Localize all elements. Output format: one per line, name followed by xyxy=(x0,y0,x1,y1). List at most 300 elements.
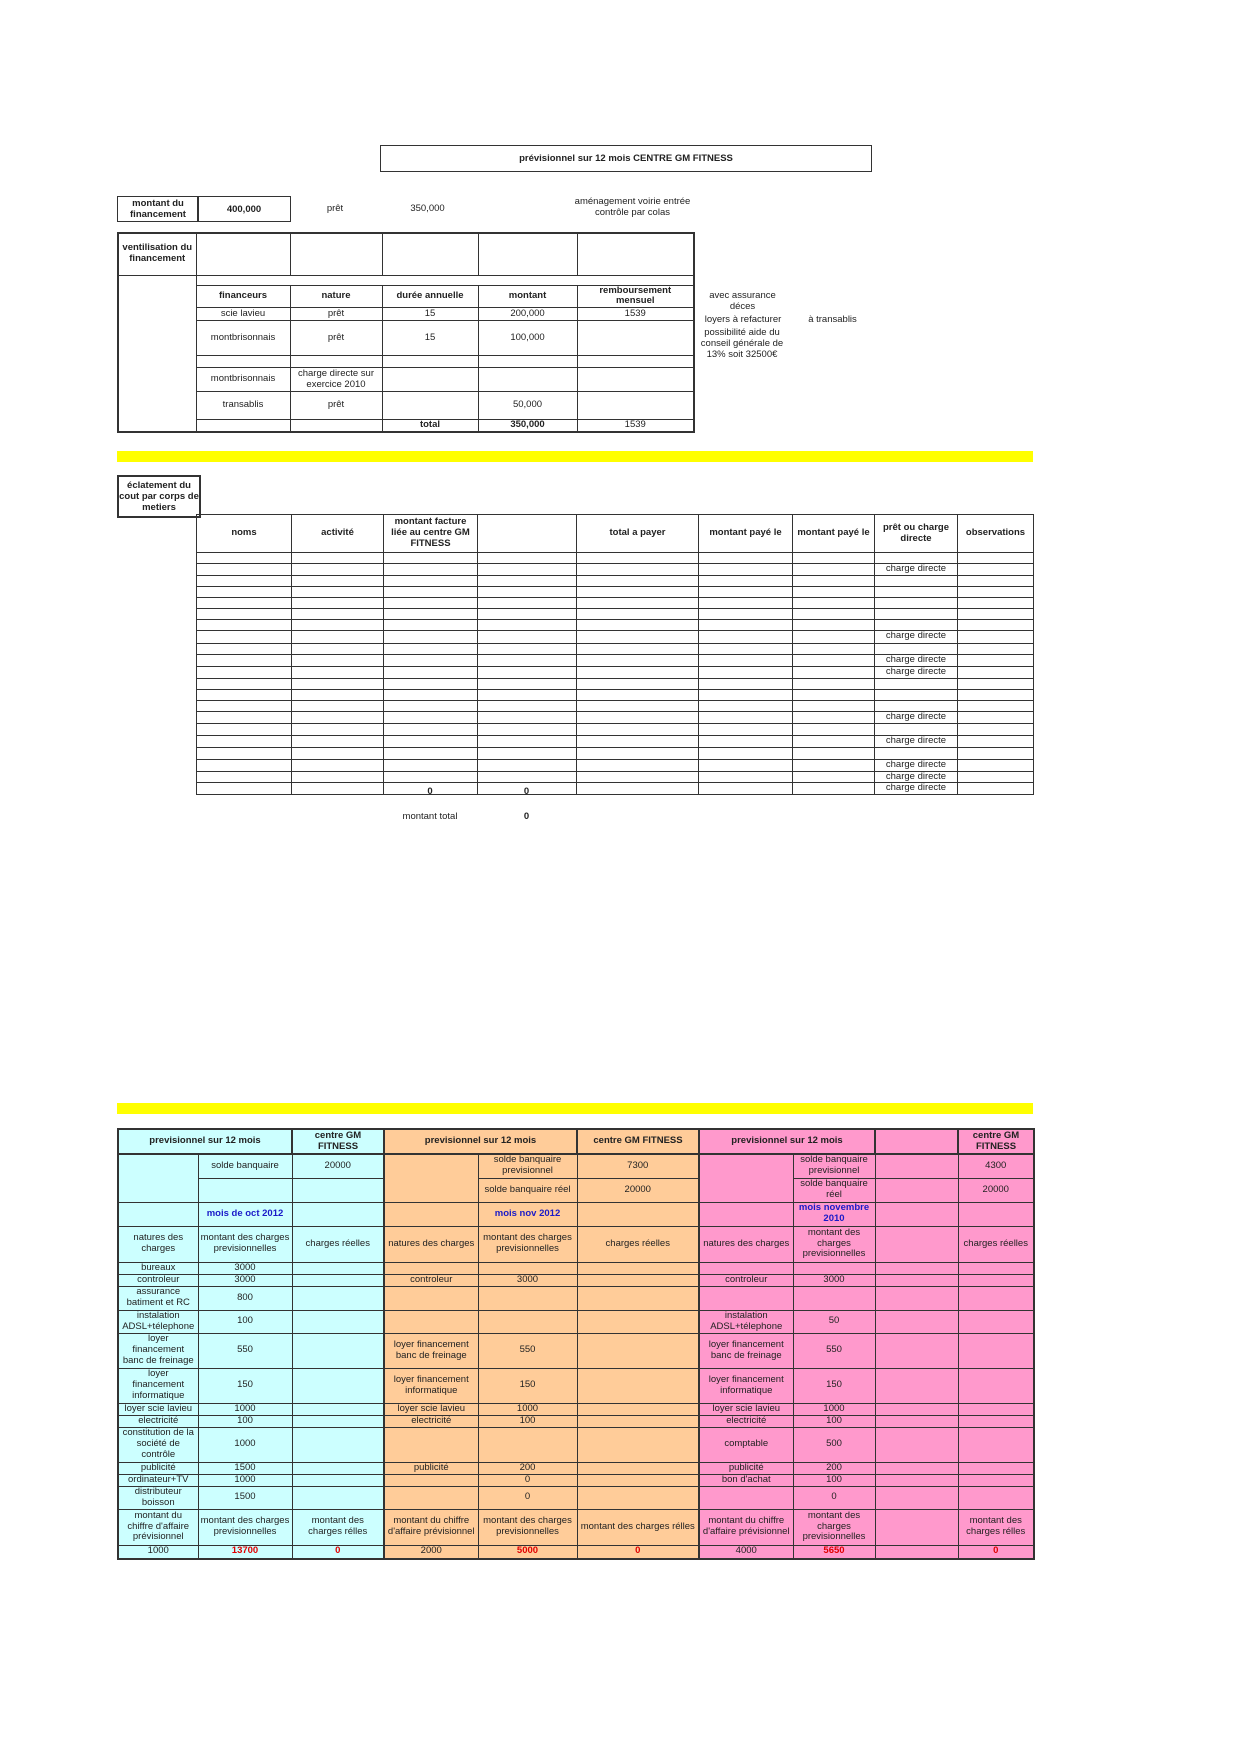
charge-real xyxy=(577,1403,699,1415)
footer-header: montant du chiffre d'affaire prévisionnel xyxy=(384,1509,478,1545)
charge-real xyxy=(577,1333,699,1368)
table-row xyxy=(118,1427,384,1462)
table-row xyxy=(197,783,1034,795)
table-row xyxy=(699,1368,1034,1403)
loan-amount: 350,000 xyxy=(410,203,445,214)
charge-real xyxy=(577,1462,699,1474)
charge-real xyxy=(577,1474,699,1486)
cell xyxy=(384,1202,478,1226)
charge-real xyxy=(292,1333,384,1368)
total-row: total 350,000 1539 xyxy=(118,420,694,432)
charge-real xyxy=(958,1462,1034,1474)
table-row xyxy=(118,1368,384,1403)
col-noms: noms xyxy=(197,515,292,553)
month-row xyxy=(384,1202,699,1226)
page-title-text: prévisionnel sur 12 mois CENTRE GM FITNESS xyxy=(519,153,733,164)
charge-blank xyxy=(875,1333,958,1368)
charge-blank xyxy=(875,1474,958,1486)
pret-charge-cell xyxy=(875,747,958,759)
cell xyxy=(198,1178,292,1202)
charge-name: constitution de la société de contrôle xyxy=(118,1427,198,1462)
table-row xyxy=(384,1427,699,1462)
charge-real xyxy=(577,1427,699,1462)
centre-header: centre GM FITNESS xyxy=(577,1129,699,1154)
charge-amount: 550 xyxy=(478,1333,577,1368)
charge-amount: 200 xyxy=(793,1462,875,1474)
charge-blank xyxy=(875,1486,958,1509)
col-montant: montant xyxy=(478,285,577,308)
previsionnel-header: previsionnel sur 12 mois xyxy=(118,1129,292,1154)
charge-blank xyxy=(875,1286,958,1310)
pret-charge-cell: charge directe xyxy=(875,771,958,783)
footer-value xyxy=(875,1545,958,1559)
footer-header-row xyxy=(699,1509,1034,1545)
pret-charge-cell: charge directe xyxy=(875,666,958,678)
charge-name xyxy=(384,1262,478,1274)
charge-real xyxy=(577,1286,699,1310)
pret-charge-cell xyxy=(875,597,958,608)
charge-name: loyer financement informatique xyxy=(699,1368,793,1403)
orange-forecast-table xyxy=(383,1128,700,1560)
col-montant-facture: montant facture liée au centre GM FITNESS xyxy=(384,515,478,553)
pret-charge-cell xyxy=(875,643,958,654)
cell xyxy=(699,1202,793,1226)
pret-charge-cell: charge directe xyxy=(875,564,958,576)
table-row xyxy=(118,1310,384,1333)
charge-real xyxy=(958,1415,1034,1427)
charge-name: distributeur boisson xyxy=(118,1486,198,1509)
table-row xyxy=(197,689,1034,700)
footer-value: 0 xyxy=(958,1545,1034,1559)
table-row xyxy=(699,1474,1034,1486)
col-nature: nature xyxy=(290,285,382,308)
charge-real xyxy=(958,1403,1034,1415)
month-label: mois novembre 2010 xyxy=(793,1202,875,1226)
charge-amount: 100 xyxy=(478,1415,577,1427)
ventilation-table xyxy=(117,232,695,433)
charge-name: controleur xyxy=(699,1274,793,1286)
col-paye-le-2: montant payé le xyxy=(793,515,875,553)
previsionnel-header: previsionnel sur 12 mois xyxy=(384,1129,577,1154)
charge-amount xyxy=(478,1427,577,1462)
table-row xyxy=(118,1333,384,1368)
table-row xyxy=(699,1310,1034,1333)
col-pret-charge: prêt ou charge directe xyxy=(875,515,958,553)
eclatement-total-a: 0 xyxy=(427,786,433,797)
charge-real xyxy=(292,1415,384,1427)
footer-header: montant des charges rélles xyxy=(577,1509,699,1545)
charge-amount: 3000 xyxy=(793,1274,875,1286)
table-row xyxy=(384,1474,699,1486)
note-assurance: avec assurance déces xyxy=(709,290,776,312)
charge-real xyxy=(958,1427,1034,1462)
footer-header xyxy=(875,1509,958,1545)
blank-cell xyxy=(118,1154,198,1202)
blank-cell xyxy=(384,1154,478,1202)
column-header: montant des charges previsionnelles xyxy=(478,1226,577,1262)
charge-real xyxy=(958,1286,1034,1310)
table-row xyxy=(699,1427,1034,1462)
charge-real xyxy=(577,1368,699,1403)
charge-name: bureaux xyxy=(118,1262,198,1274)
table-row xyxy=(197,735,1034,747)
footer-header: montant du chiffre d'affaire prévisionnel xyxy=(118,1509,198,1545)
table-row xyxy=(699,1486,1034,1509)
charge-name xyxy=(384,1427,478,1462)
footer-value-row xyxy=(699,1545,1034,1559)
table-row xyxy=(197,597,1034,608)
yellow-separator xyxy=(117,451,1033,462)
column-header: charges réelles xyxy=(577,1226,699,1262)
charge-blank xyxy=(875,1427,958,1462)
charge-real xyxy=(292,1310,384,1333)
table-row xyxy=(118,1403,384,1415)
charge-amount: 0 xyxy=(793,1486,875,1509)
table-row xyxy=(197,564,1034,576)
solde-value: 20000 xyxy=(577,1178,699,1202)
table-row xyxy=(197,759,1034,771)
previsionnel-header: previsionnel sur 12 mois xyxy=(699,1129,875,1154)
cell xyxy=(292,1178,384,1202)
cell xyxy=(875,1154,958,1178)
charge-name xyxy=(699,1262,793,1274)
solde-label: solde banquaire previsionnel xyxy=(478,1154,577,1178)
solde-row xyxy=(118,1154,384,1178)
table-row xyxy=(197,575,1034,586)
table-row xyxy=(699,1415,1034,1427)
footer-value: 0 xyxy=(577,1545,699,1559)
footer-value: 2000 xyxy=(384,1545,478,1559)
solde-row xyxy=(699,1154,1034,1178)
note-transablis: à transablis xyxy=(808,314,857,325)
footer-value: 0 xyxy=(292,1545,384,1559)
charge-blank xyxy=(875,1462,958,1474)
centre-header: centre GM FITNESS xyxy=(292,1129,384,1154)
charge-name: controleur xyxy=(384,1274,478,1286)
col-paye-le-1: montant payé le xyxy=(699,515,793,553)
blank-header xyxy=(875,1129,958,1154)
note-loyers: loyers à refacturer xyxy=(704,314,782,325)
charge-amount: 3000 xyxy=(198,1274,292,1286)
solde-value: 4300 xyxy=(958,1154,1034,1178)
charge-name xyxy=(384,1286,478,1310)
pret-charge-cell: charge directe xyxy=(875,735,958,747)
charge-amount: 100 xyxy=(793,1415,875,1427)
charge-name xyxy=(384,1310,478,1333)
charge-real xyxy=(292,1474,384,1486)
cell xyxy=(292,1202,384,1226)
cell xyxy=(958,1202,1034,1226)
table-row xyxy=(384,1462,699,1474)
pret-charge-cell xyxy=(875,678,958,689)
footer-header: montant du chiffre d'affaire prévisionnel xyxy=(699,1509,793,1545)
charge-name: instalation ADSL+télephone xyxy=(118,1310,198,1333)
loan-label: prêt xyxy=(326,203,344,214)
charge-amount: 1000 xyxy=(793,1403,875,1415)
charge-amount: 3000 xyxy=(198,1262,292,1274)
pret-charge-cell xyxy=(875,619,958,630)
charge-amount xyxy=(478,1310,577,1333)
pret-charge-cell: charge directe xyxy=(875,759,958,771)
table-row xyxy=(197,630,1034,643)
solde-value: 7300 xyxy=(577,1154,699,1178)
eclatement-table xyxy=(196,514,1034,795)
charge-real xyxy=(292,1427,384,1462)
charge-name: loyer scie lavieu xyxy=(118,1403,198,1415)
month-row xyxy=(699,1202,1034,1226)
header-row xyxy=(699,1129,1034,1154)
charge-amount xyxy=(793,1262,875,1274)
table-row xyxy=(118,1415,384,1427)
charge-name xyxy=(699,1486,793,1509)
charge-name: publicité xyxy=(384,1462,478,1474)
column-header-row xyxy=(384,1226,699,1262)
charge-real xyxy=(292,1368,384,1403)
eclatement-label: éclatement du cout par corps de metiers xyxy=(117,475,201,518)
table-row xyxy=(384,1262,699,1274)
table-row xyxy=(384,1403,699,1415)
month-row xyxy=(118,1202,384,1226)
charge-real xyxy=(292,1262,384,1274)
centre-header: centre GM FITNESS xyxy=(958,1129,1034,1154)
charge-amount: 0 xyxy=(478,1486,577,1509)
table-row xyxy=(118,1286,384,1310)
ventilation-label: ventilisation du financement xyxy=(118,233,196,275)
footer-value: 5650 xyxy=(793,1545,875,1559)
charge-amount: 500 xyxy=(793,1427,875,1462)
charge-name: electricité xyxy=(118,1415,198,1427)
charge-name: loyer financement banc de freinage xyxy=(118,1333,198,1368)
column-header: montant des charges previsionnelles xyxy=(793,1226,875,1262)
cell xyxy=(577,1202,699,1226)
column-header-row xyxy=(699,1226,1034,1262)
charge-amount: 100 xyxy=(198,1415,292,1427)
cell xyxy=(875,1202,958,1226)
charge-amount: 550 xyxy=(198,1333,292,1368)
charge-amount: 550 xyxy=(793,1333,875,1368)
charge-real xyxy=(292,1274,384,1286)
table-row xyxy=(118,1462,384,1474)
charge-amount: 800 xyxy=(198,1286,292,1310)
footer-header: montant des charges previsionnelles xyxy=(793,1509,875,1545)
column-header: charges réelles xyxy=(958,1226,1034,1262)
charge-real xyxy=(958,1310,1034,1333)
charge-name: electricité xyxy=(699,1415,793,1427)
month-label: mois nov 2012 xyxy=(478,1202,577,1226)
table-row xyxy=(699,1403,1034,1415)
solde-row xyxy=(384,1154,699,1178)
charge-amount: 1500 xyxy=(198,1462,292,1474)
charge-amount: 150 xyxy=(198,1368,292,1403)
charge-blank xyxy=(875,1262,958,1274)
table-row xyxy=(197,654,1034,666)
column-header: natures des charges xyxy=(699,1226,793,1262)
footer-value: 4000 xyxy=(699,1545,793,1559)
table-row xyxy=(118,1262,384,1274)
footer-value: 5000 xyxy=(478,1545,577,1559)
cell xyxy=(875,1178,958,1202)
charge-real xyxy=(577,1274,699,1286)
table-row xyxy=(197,723,1034,735)
charge-name xyxy=(384,1486,478,1509)
montant-total-value: 0 xyxy=(523,811,530,822)
charge-name: assurance batiment et RC xyxy=(118,1286,198,1310)
table-row xyxy=(699,1462,1034,1474)
pret-charge-cell xyxy=(875,723,958,735)
eclatement-total-b: 0 xyxy=(523,786,530,797)
table-row xyxy=(384,1368,699,1403)
yellow-separator xyxy=(117,1103,1033,1114)
table-row xyxy=(118,1274,384,1286)
footer-header-row xyxy=(118,1509,384,1545)
charge-blank xyxy=(875,1368,958,1403)
charge-name: loyer financement informatique xyxy=(384,1368,478,1403)
table-row xyxy=(197,643,1034,654)
cyan-forecast-table xyxy=(117,1128,385,1560)
charge-real xyxy=(958,1486,1034,1509)
footer-header-row xyxy=(384,1509,699,1545)
blank-cell xyxy=(699,1154,793,1202)
table-row: montbrisonnais charge directe sur exercice 2010 xyxy=(118,368,694,392)
solde-value: 20000 xyxy=(958,1178,1034,1202)
charge-real xyxy=(577,1262,699,1274)
column-header-row xyxy=(118,1226,384,1262)
charge-name: instalation ADSL+télephone xyxy=(699,1310,793,1333)
pink-forecast-table xyxy=(698,1128,1035,1560)
pret-charge-cell xyxy=(875,586,958,597)
table-row xyxy=(384,1274,699,1286)
charge-amount xyxy=(478,1286,577,1310)
charge-name: publicité xyxy=(699,1462,793,1474)
charge-amount: 1500 xyxy=(198,1486,292,1509)
cell xyxy=(118,1202,198,1226)
col-duree: durée annuelle xyxy=(382,285,478,308)
charge-name: ordinateur+TV xyxy=(118,1474,198,1486)
footer-value: 13700 xyxy=(198,1545,292,1559)
column-header: montant des charges previsionnelles xyxy=(198,1226,292,1262)
pret-charge-cell: charge directe xyxy=(875,654,958,666)
table-row xyxy=(699,1333,1034,1368)
table-row xyxy=(384,1286,699,1310)
header-row xyxy=(384,1129,699,1154)
charge-name xyxy=(384,1474,478,1486)
table-row xyxy=(699,1262,1034,1274)
table-row xyxy=(699,1286,1034,1310)
charge-real xyxy=(958,1474,1034,1486)
charge-amount: 1000 xyxy=(198,1427,292,1462)
charge-name: loyer financement banc de freinage xyxy=(699,1333,793,1368)
charge-amount: 1000 xyxy=(198,1403,292,1415)
footer-value: 1000 xyxy=(118,1545,198,1559)
charge-name: loyer financement informatique xyxy=(118,1368,198,1403)
column-header: charges réelles xyxy=(292,1226,384,1262)
pret-charge-cell xyxy=(875,700,958,711)
charge-name: comptable xyxy=(699,1427,793,1462)
table-row xyxy=(197,666,1034,678)
charge-amount: 1000 xyxy=(198,1474,292,1486)
solde-label: solde banquaire réel xyxy=(478,1178,577,1202)
table-row xyxy=(118,1474,384,1486)
charge-name: loyer scie lavieu xyxy=(699,1403,793,1415)
charge-name: publicité xyxy=(118,1462,198,1474)
pret-charge-cell xyxy=(875,553,958,564)
solde-label: solde banquaire réel xyxy=(793,1178,875,1202)
table-row xyxy=(384,1310,699,1333)
charge-amount: 3000 xyxy=(478,1274,577,1286)
financement-label: montant du financement xyxy=(117,196,199,222)
charge-real xyxy=(958,1262,1034,1274)
charge-real xyxy=(958,1274,1034,1286)
table-row xyxy=(197,747,1034,759)
table-row xyxy=(384,1415,699,1427)
table-row xyxy=(197,586,1034,597)
month-label: mois de oct 2012 xyxy=(198,1202,292,1226)
table-row: montbrisonnais prêt 15 100,000 xyxy=(118,321,694,356)
footer-header: montant des charges rélles xyxy=(292,1509,384,1545)
col-blank xyxy=(478,515,577,553)
charge-real xyxy=(292,1286,384,1310)
solde-label: solde banquaire xyxy=(198,1154,292,1178)
pret-charge-cell xyxy=(875,608,958,619)
col-observations: observations xyxy=(958,515,1034,553)
pret-charge-cell xyxy=(875,689,958,700)
charge-amount: 0 xyxy=(478,1474,577,1486)
table-row: scie lavieu prêt 15 200,000 1539 xyxy=(118,308,694,321)
table-row xyxy=(197,619,1034,630)
charge-real xyxy=(292,1462,384,1474)
table-row: transablis prêt 50,000 xyxy=(118,392,694,420)
charge-blank xyxy=(875,1403,958,1415)
charge-name: loyer financement banc de freinage xyxy=(384,1333,478,1368)
column-header xyxy=(875,1226,958,1262)
footer-header: montant des charges previsionnelles xyxy=(198,1509,292,1545)
footer-header: montant des charges previsionnelles xyxy=(478,1509,577,1545)
charge-real xyxy=(577,1415,699,1427)
charge-blank xyxy=(875,1310,958,1333)
charge-real xyxy=(292,1403,384,1415)
pret-charge-cell: charge directe xyxy=(875,783,958,795)
page-title xyxy=(380,145,872,172)
charge-amount: 50 xyxy=(793,1310,875,1333)
charge-amount xyxy=(793,1286,875,1310)
solde-value: 20000 xyxy=(292,1154,384,1178)
charge-name: controleur xyxy=(118,1274,198,1286)
charge-name: loyer scie lavieu xyxy=(384,1403,478,1415)
column-header: natures des charges xyxy=(118,1226,198,1262)
charge-amount: 100 xyxy=(198,1310,292,1333)
footer-header: montant des charges rélles xyxy=(958,1509,1034,1545)
table-row xyxy=(197,771,1034,783)
charge-real xyxy=(958,1368,1034,1403)
charge-amount xyxy=(478,1262,577,1274)
charge-blank xyxy=(875,1415,958,1427)
table-row xyxy=(197,711,1034,723)
charge-amount: 1000 xyxy=(478,1403,577,1415)
charge-blank xyxy=(875,1274,958,1286)
pret-charge-cell xyxy=(875,575,958,586)
charge-real xyxy=(577,1310,699,1333)
charge-amount: 150 xyxy=(793,1368,875,1403)
col-activite: activité xyxy=(292,515,384,553)
charge-amount: 100 xyxy=(793,1474,875,1486)
solde-label: solde banquaire previsionnel xyxy=(793,1154,875,1178)
charge-real xyxy=(292,1486,384,1509)
column-header: natures des charges xyxy=(384,1226,478,1262)
col-remboursement: remboursement mensuel xyxy=(577,285,694,308)
footer-value-row xyxy=(118,1545,384,1559)
charge-amount: 200 xyxy=(478,1462,577,1474)
pret-charge-cell: charge directe xyxy=(875,711,958,723)
